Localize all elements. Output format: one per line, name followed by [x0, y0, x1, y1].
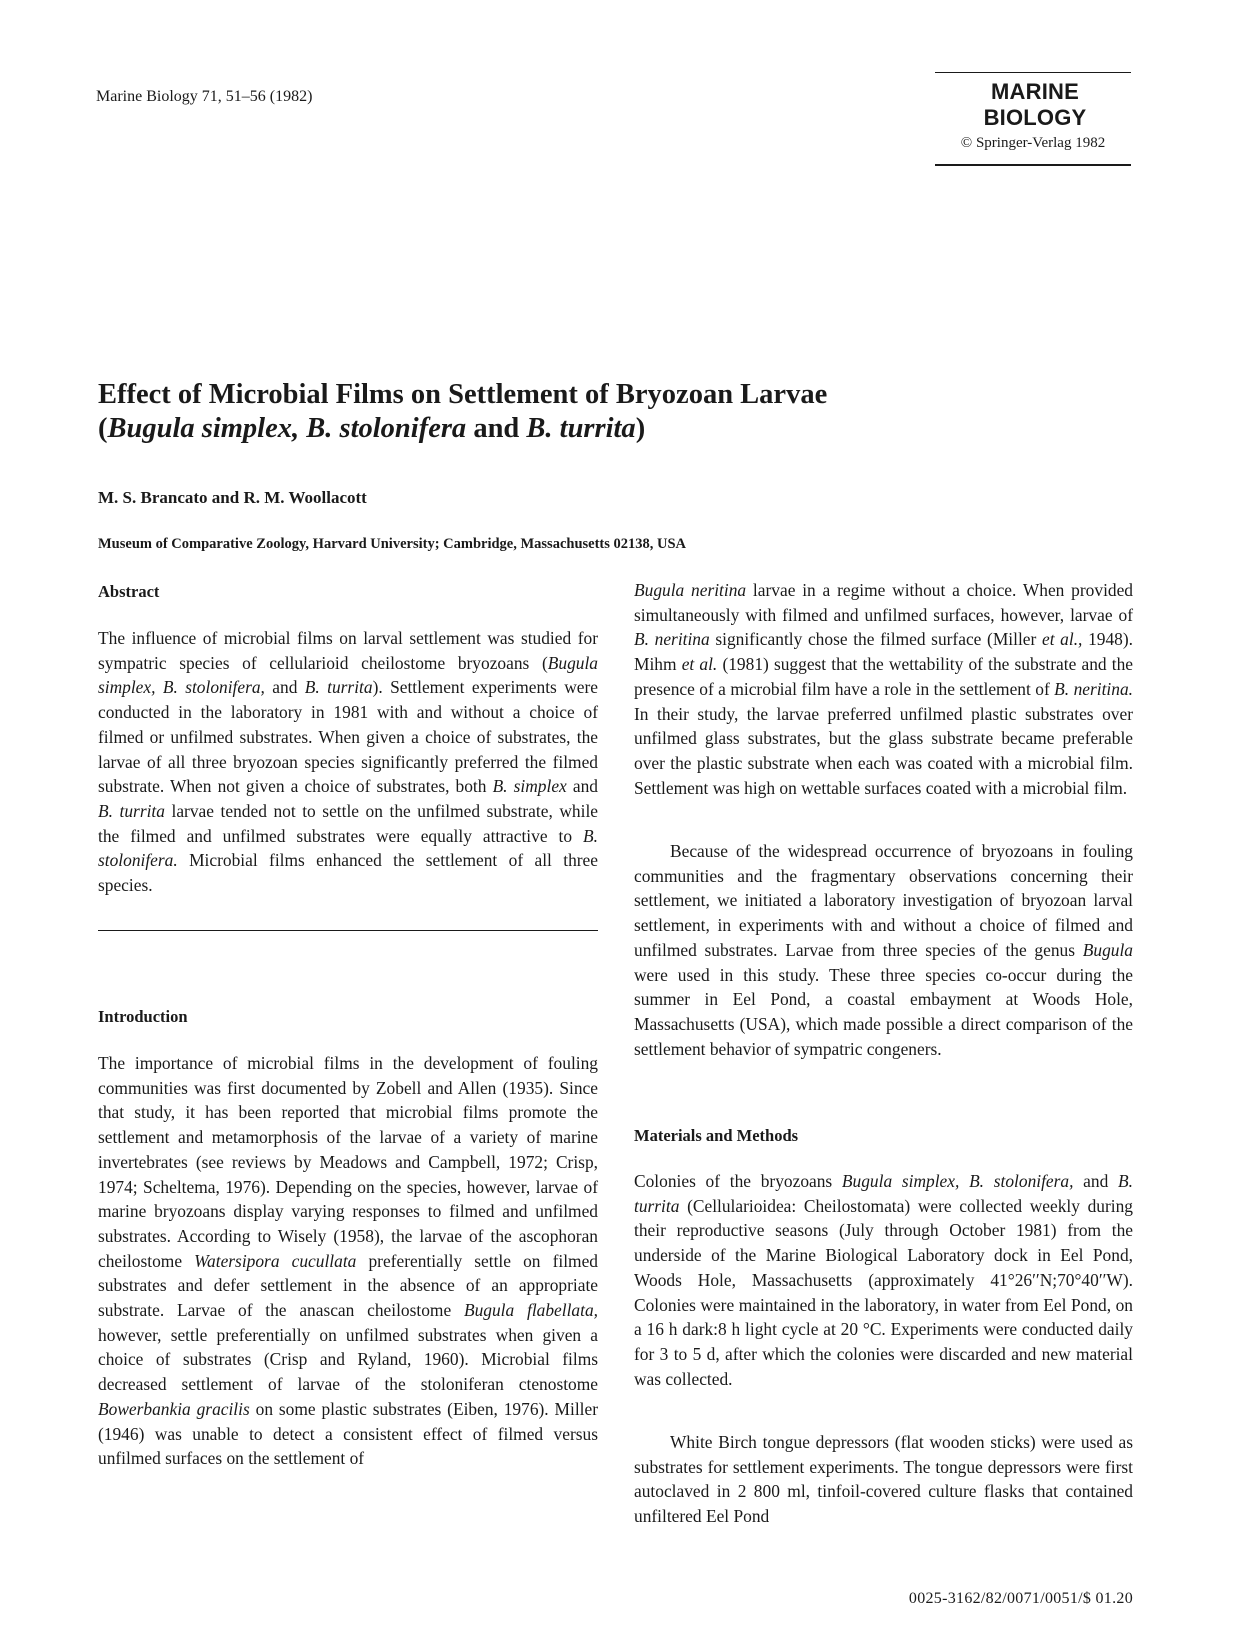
abstract-divider — [98, 930, 598, 931]
methods-paragraph-2: White Birch tongue depressors (flat wooden sticks) were used as substrates for settlement experiments. The tongue depressors were first autoclaved in 2 800 ml, tinfoil-covered culture flasks that contained unfiltered Eel Pond — [634, 1432, 1133, 1527]
methods-heading: Materials and Methods — [634, 1126, 799, 1145]
journal-citation: Marine Biology 71, 51–56 (1982) — [96, 88, 313, 105]
title-line-2: (Bugula simplex, B. stolonifera and B. turrita) — [98, 413, 646, 444]
copyright-notice: © Springer-Verlag 1982 — [960, 135, 1106, 152]
author-affiliation: Museum of Comparative Zoology, Harvard University; Cambridge, Massachusetts 02138, USA — [98, 536, 687, 552]
article-title — [98, 378, 998, 446]
introduction-paragraph-2: Because of the widespread occurrence of bryozoans in fouling communities and the fragmentary observations concerning their settlement, we initiated a laboratory investigation of bryozoan larval settlement, in experiments with and without a choice of filmed and unfilmed substrates. Larvae from three species of the genus Bugula were used in this study. These three species co-occur during the summer in Eel Pond, a coastal embayment at Woods Hole, Massachusetts (USA), which made possible a direct comparison of the settlement behavior of sympatric congeners. — [634, 841, 1133, 1059]
brand-top-rule — [935, 72, 1131, 73]
journal-brand-name: MARINE BIOLOGY — [983, 79, 1087, 131]
article-code: 0025-3162/82/0071/0051/$ 01.20 — [908, 1590, 1133, 1607]
abstract-text: The influence of microbial films on larval settlement was studied for sympatric species of cellularioid cheilostome bryozoans (Bugula simplex, B. stolonifera, and B. turrita). Settlement experiments were conducted in the laboratory in 1981 with and without a choice of filmed or unfilmed substrates. When given a choice of substrates, the larvae of all three bryozoan species significantly preferred the filmed substrate. When not given a choice of substrates, both B. simplex and B. turrita larvae tended not to settle on the unfilmed substrate, while the filmed and unfilmed substrates were equally attractive to B. stolonifera. Microbial films enhanced the settlement of all three species. — [98, 628, 598, 896]
brand-bottom-rule — [935, 164, 1131, 165]
introduction-paragraph-1: The importance of microbial films in the development of fouling communities was first documented by Zobell and Allen (1935). Since that study, it has been reported that microbial films promote the settlement and metamorphosis of the larvae of a variety of marine invertebrates (see reviews by Meadows and Campbell, 1972; Crisp, 1974; Scheltema, 1976). Depending on the species, however, larvae of marine bryozoans display varying responses to filmed and unfilmed substrates. According to Wisely (1958), the larvae of the ascophoran cheilostome Watersipora cucullata preferentially settle on filmed substrates and defer settlement in the absence of an appropriate substrate. Larvae of the anascan cheilostome Bugula flabellata, however, settle preferentially on unfilmed substrates when given a choice of substrates (Crisp and Ryland, 1960). Microbial films decreased settlement of larvae of the stoloniferan ctenostome Bowerbankia gracilis on some plastic substrates (Eiben, 1976). Miller (1946) was unable to detect a consistent effect of filmed versus unfilmed surfaces on the settlement of — [98, 1053, 598, 1469]
journal-brand-block — [935, 72, 1131, 166]
introduction-heading: Introduction — [98, 1007, 188, 1026]
abstract-heading: Abstract — [98, 582, 160, 601]
title-line-1: Effect of Microbial Films on Settlement of Bryozoan Larvae — [98, 379, 828, 410]
introduction-paragraph-1-continued: Bugula neritina larvae in a regime without a choice. When provided simultaneously with filmed and unfilmed surfaces, however, larvae of B. neritina significantly chose the filmed surface (Miller et al., 1948). Mihm et al. (1981) suggest that the wettability of the substrate and the presence of a microbial film have a role in the settlement of B. neritina. In their study, the larvae preferred unfilmed plastic substrates over unfilmed glass substrates, but the glass substrate became preferable over the plastic substrate when each was coated with a microbial film. Settlement was high on wettable surfaces coated with a microbial film. — [634, 580, 1134, 798]
methods-paragraph-1: Colonies of the bryozoans Bugula simplex, B. stolonifera, and B. turrita (Cellularioidea: Cheilostomata) were collected weekly during their reproductive seasons (July through October 1981) from the underside of the Marine Biological Laboratory dock in Eel Pond, Woods Hole, Massachusetts (approximately 41°26′′N;70°40′′W). Colonies were maintained in the laboratory, in water from Eel Pond, on a 16 h dark:8 h light cycle at 20 °C. Experiments were conducted daily for 3 to 5 d, after which the colonies were discarded and new material was collected. — [634, 1171, 1133, 1389]
article-authors: M. S. Brancato and R. M. Woollacott — [98, 488, 367, 507]
